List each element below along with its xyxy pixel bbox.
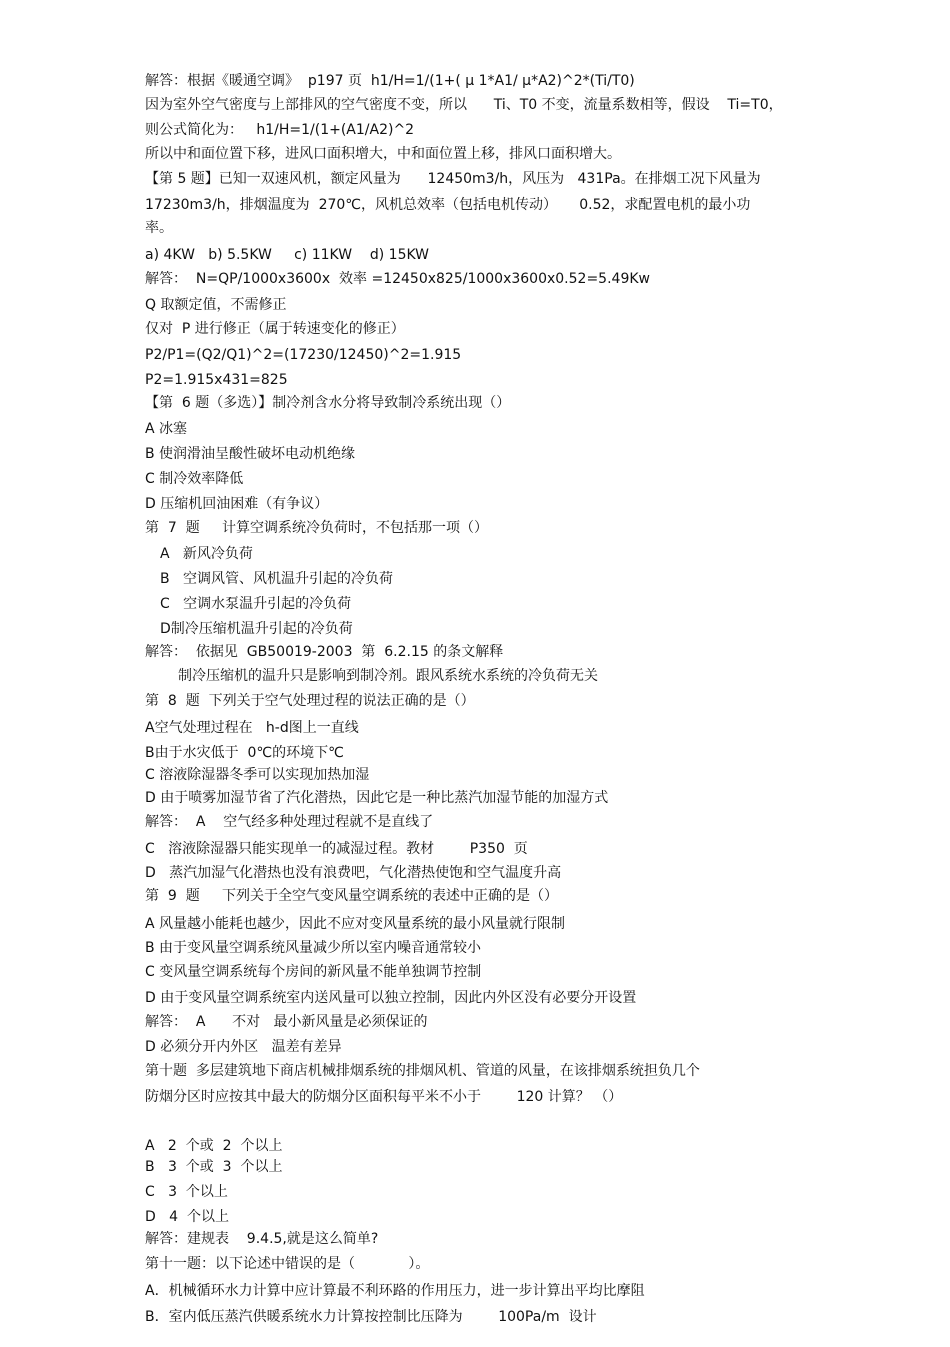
option-item: A．机械循环水力计算中应计算最不利环路的作用压力，进一步计算出平均比摩阻 <box>145 1283 645 1299</box>
text-line: 制冷压缩机的温升只是影响到制冷剂。跟风系统水系统的冷负荷无关 <box>178 668 598 684</box>
text-line: 所以中和面位置下移，进风口面积增大，中和面位置上移，排风口面积增大。 <box>145 146 621 162</box>
text-line: C 溶液除湿器只能实现单一的减湿过程。教材 P350 页 <box>145 841 528 857</box>
text-line: 率。 <box>145 220 173 236</box>
option-item: A 新风冷负荷 <box>160 546 253 562</box>
answer-text: 解答： N=QP/1000x3600x 效率 =12450x825/1000x3600x0.52=5.49Kw <box>145 271 650 287</box>
option-item: C 空调水泵温升引起的冷负荷 <box>160 596 352 612</box>
question-heading: 第 9 题 下列关于全空气变风量空调系统的表述中正确的是（） <box>145 888 558 904</box>
question-heading: 【第 5 题】已知一双速风机，额定风量为 12450m3/h，风压为 431Pa。在排烟工况下风量为 <box>145 171 761 187</box>
answer-text: 解答： A 空气经多种处理过程就不是直线了 <box>145 814 434 830</box>
option-item: A空气处理过程在 h-d图上一直线 <box>145 720 359 736</box>
text-line: 因为室外空气密度与上部排风的空气密度不变，所以 Ti、T0 不变，流量系数相等，假设 Ti=T0， <box>145 97 783 113</box>
option-item: C 溶液除湿器冬季可以实现加热加湿 <box>145 767 370 783</box>
formula-line: P2/P1=(Q2/Q1)^2=(17230/12450)^2=1.915 <box>145 347 462 363</box>
option-item: B 3 个或 3 个以上 <box>145 1159 283 1175</box>
text-line: D 蒸汽加湿气化潜热也没有浪费吧，气化潜热使饱和空气温度升高 <box>145 865 562 881</box>
option-item: B 由于变风量空调系统风量减少所以室内噪音通常较小 <box>145 940 482 956</box>
option-item: A 风量越小能耗也越少，因此不应对变风量系统的最小风量就行限制 <box>145 916 566 932</box>
text-line: D 必须分开内外区 温差有差异 <box>145 1039 342 1055</box>
option-item: B由于水灾低于 0℃的环境下℃ <box>145 745 344 761</box>
text-line: 仅对 P 进行修正（属于转速变化的修正） <box>145 321 405 337</box>
option-item: A 2 个或 2 个以上 <box>145 1138 283 1154</box>
answer-text: 解答：建规表 9.4.5,就是这么简单? <box>145 1231 379 1247</box>
answer-text: 解答： A 不对 最小新风量是必须保证的 <box>145 1014 428 1030</box>
question-heading: 第十题 多层建筑地下商店机械排烟系统的排烟风机、管道的风量，在该排烟系统担负几个 <box>145 1063 700 1079</box>
text-line: 防烟分区时应按其中最大的防烟分区面积每平米不小于 120 计算？ （） <box>145 1089 623 1105</box>
question-heading: 第 7 题 计算空调系统冷负荷时，不包括那一项（） <box>145 520 488 536</box>
option-item: D 压缩机回油困难（有争议） <box>145 496 329 512</box>
option-item: B 使润滑油呈酸性破坏电动机绝缘 <box>145 446 356 462</box>
option-item: C 3 个以上 <box>145 1184 228 1200</box>
option-item: B．室内低压蒸汽供暖系统水力计算按控制比压降为 100Pa/m 设计 <box>145 1309 597 1325</box>
question-heading: 【第 6 题（多选）】制冷剂含水分将导致制冷系统出现（） <box>145 395 511 411</box>
option-item: B 空调风管、风机温升引起的冷负荷 <box>160 571 393 587</box>
answer-options: a) 4KW b) 5.5KW c) 11KW d) 15KW <box>145 247 429 263</box>
text-line: Q 取额定值，不需修正 <box>145 297 287 313</box>
formula-line: P2=1.915x431=825 <box>145 372 288 388</box>
option-item: D制冷压缩机温升引起的冷负荷 <box>160 621 353 637</box>
option-item: A 冰塞 <box>145 421 188 437</box>
text-line: 解答：根据《暖通空调》 p197 页 h1/H=1/(1+( μ 1*A1/ μ*A2)^2*(Ti/T0) <box>145 73 635 89</box>
text-line: 则公式简化为： h1/H=1/(1+(A1/A2)^2 <box>145 122 415 138</box>
text-line: 17230m3/h，排烟温度为 270℃，风机总效率（包括电机传动） 0.52，求配置电机的最小功 <box>145 197 751 213</box>
option-item: C 变风量空调系统每个房间的新风量不能单独调节控制 <box>145 964 482 980</box>
option-item: D 由于喷雾加湿节省了汽化潜热，因此它是一种比蒸汽加湿节能的加湿方式 <box>145 790 609 806</box>
option-item: D 4 个以上 <box>145 1209 229 1225</box>
question-heading: 第 8 题 下列关于空气处理过程的说法正确的是（） <box>145 693 475 709</box>
question-heading: 第十一题：以下论述中错误的是（ ）。 <box>145 1256 430 1272</box>
answer-text: 解答： 依据见 GB50019-2003 第 6.2.15 的条文解释 <box>145 644 504 660</box>
option-item: C 制冷效率降低 <box>145 471 244 487</box>
option-item: D 由于变风量空调系统室内送风量可以独立控制，因此内外区没有必要分开设置 <box>145 990 637 1006</box>
